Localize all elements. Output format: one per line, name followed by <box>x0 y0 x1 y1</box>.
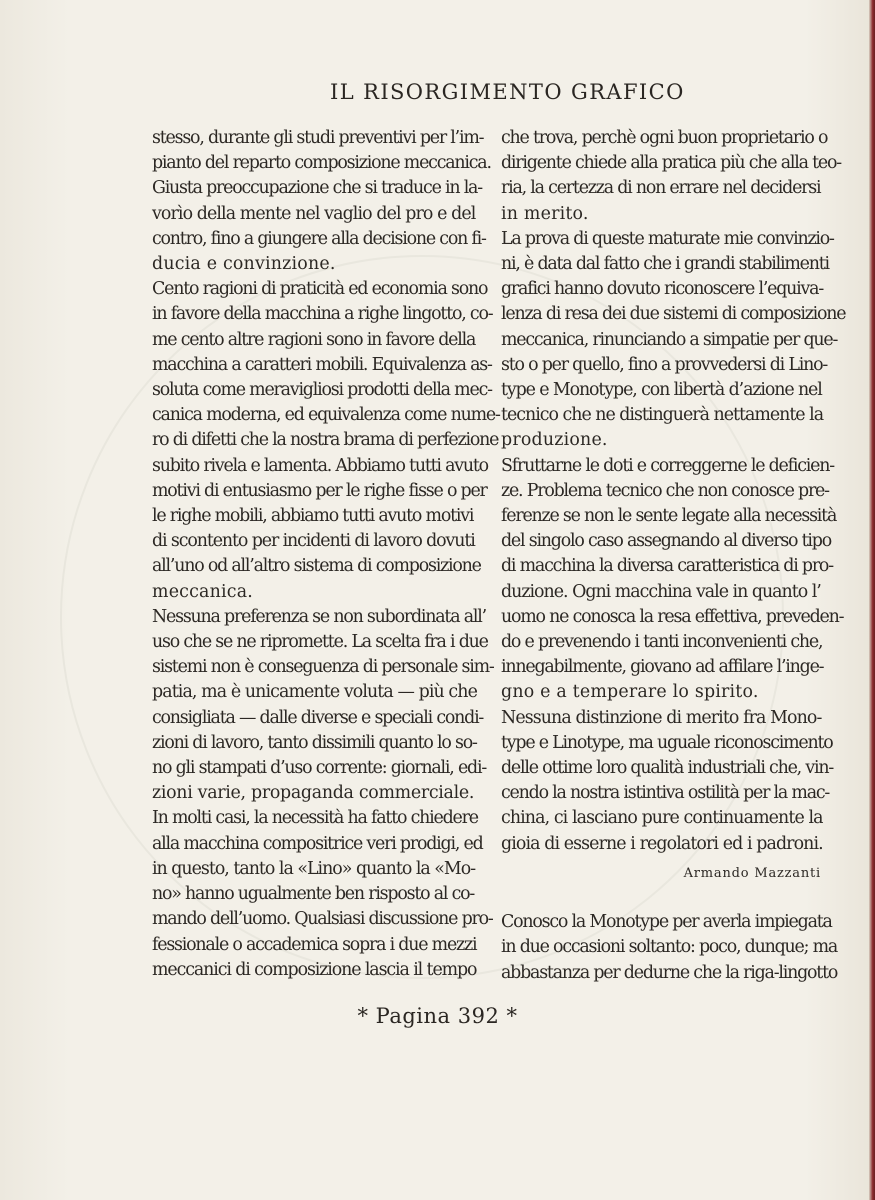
text-line: meccanici di composizione lascia il tempo <box>152 959 477 980</box>
text-line: meccanica, rinunciando a simpatie per que- <box>501 329 838 350</box>
section-spacer <box>501 886 823 910</box>
text-line: do e prevenendo i tanti inconvenienti che, <box>501 632 823 653</box>
text-line: di macchina la diversa caratteristica di pro- <box>501 556 833 577</box>
text-line: type e Monotype, con libertà d’azione nel <box>501 380 822 401</box>
text-line: gioia di esserne i regolatori ed i padroni. <box>501 833 823 854</box>
text-line: Conosco la Monotype per averla impiegata <box>501 912 832 933</box>
text-line: In molti casi, la necessità ha fatto chiedere <box>152 808 478 829</box>
text-line: sto o per quello, fino a provvedersi di Lino- <box>501 354 828 375</box>
text-line: mando dell’uomo. Qualsiasi discussione pro- <box>152 909 493 930</box>
text-line: stesso, durante gli studi preventivi per l’im- <box>152 128 484 148</box>
text-line: fessionale o accademica sopra i due mezzi <box>152 934 477 955</box>
text-line: patia, ma è unicamente voluta — più che <box>152 682 477 703</box>
text-line: Cento ragioni di praticità ed economia sono <box>152 279 488 300</box>
text-line: contro, fino a giungere alla decisione con fi- <box>152 228 486 249</box>
text-line: no gli stampati d’uso corrente: giornali, edi- <box>152 758 487 779</box>
text-line: alla macchina compositrice veri prodigi, ed <box>152 833 483 854</box>
text-line: subito rivela e lamenta. Abbiamo tutti avuto <box>152 455 488 476</box>
text-line: di scontento per incidenti di lavoro dovuti <box>152 531 475 552</box>
text-line: me cento altre ragioni sono in favore della <box>152 329 476 350</box>
text-line: zioni di lavoro, tanto dissimili quanto lo so- <box>152 732 477 753</box>
text-line: vorìo della mente nel vaglio del pro e del <box>152 203 476 224</box>
text-line: motivi di entusiasmo per le righe fisse o per <box>152 480 487 501</box>
page-number: * Pagina 392 * <box>357 1004 518 1028</box>
text-line: ni, è data dal fatto che i grandi stabilimenti <box>501 254 829 275</box>
text-line: macchina a caratteri mobili. Equivalenza as- <box>152 354 492 375</box>
text-line: in questo, tanto la «Lino» quanto la «Mo- <box>152 858 476 879</box>
text-line: grafici hanno dovuto riconoscere l’equiva- <box>501 279 824 300</box>
text-line: lenza di resa dei due sistemi di composizione <box>501 304 846 325</box>
text-line: ze. Problema tecnico che non conosce pre- <box>501 480 829 501</box>
text-line: Sfruttarne le doti e correggerne le deficien- <box>501 455 834 476</box>
text-line: china, ci lasciano pure continuamente la <box>501 808 823 829</box>
text-line: consigliata — dalle diverse e speciali condi- <box>152 707 484 728</box>
text-line: le righe mobili, abbiamo tutti avuto motivi <box>152 506 474 527</box>
right-column <box>501 126 846 986</box>
text-line: sistemi non è conseguenza di personale sim- <box>152 657 494 678</box>
text-line: all’uno od all’altro sistema di composizione <box>152 556 481 577</box>
text-line: Nessuna preferenza se non subordinata all’ <box>152 606 486 627</box>
text-line: dirigente chiede alla pratica più che alla teo- <box>501 153 841 174</box>
text-line: innegabilmente, giovano ad affilare l’inge- <box>501 657 824 678</box>
text-line: tecnico che ne distinguerà nettamente la <box>501 405 824 426</box>
text-line: type e Linotype, ma uguale riconoscimento <box>501 732 833 753</box>
text-line: ferenze se non le sente legate alla necessità <box>501 506 837 527</box>
text-line: soluta come meravigliosi prodotti della mec- <box>152 380 492 401</box>
text-line: che trova, perchè ogni buon proprietario o <box>501 128 828 148</box>
text-line: abbastanza per dedurne che la riga-lingotto <box>501 962 838 983</box>
text-line: Nessuna distinzione di merito fra Mono- <box>501 707 822 728</box>
text-line: delle ottime loro qualità industriali che, vin- <box>501 758 833 779</box>
text-line: produzione. <box>501 430 608 451</box>
text-line: zioni varie, propaganda commerciale. <box>152 783 475 804</box>
text-line: ria, la certezza di non errare nel decidersi <box>501 178 821 199</box>
text-line: ro di difetti che la nostra brama di perfezione <box>152 430 499 451</box>
text-line: in merito. <box>501 203 589 224</box>
text-line: Giusta preoccupazione che si traduce in la- <box>152 178 482 199</box>
text-line: cendo la nostra istintiva ostilità per la mac- <box>501 783 830 804</box>
text-line: in due occasioni soltanto: poco, dunque; ma <box>501 937 838 958</box>
text-line: duzione. Ogni macchina vale in quanto l’ <box>501 581 821 602</box>
text-line: in favore della macchina a righe lingotto, co- <box>152 304 493 325</box>
text-line: canica moderna, ed equivalenza come nume- <box>152 405 500 426</box>
text-line: La prova di queste maturate mie convinzio- <box>501 228 834 249</box>
running-header: IL RISORGIMENTO GRAFICO <box>330 80 685 104</box>
text-line: ducia e convinzione. <box>152 254 336 275</box>
text-line: gno e a temperare lo spirito. <box>501 682 759 703</box>
text-line: uomo ne conosca la resa effettiva, preveden- <box>501 606 844 627</box>
text-line: uso che se ne ripromette. La scelta fra i due <box>152 632 488 653</box>
text-line: no» hanno ugualmente ben risposto al co- <box>152 884 475 905</box>
author-signature: Armando Mazzanti <box>683 865 821 881</box>
text-line: pianto del reparto composizione meccanica. <box>152 153 491 174</box>
text-line: meccanica. <box>152 581 254 602</box>
text-line: del singolo caso assegnando al diverso tipo <box>501 531 831 552</box>
left-column <box>152 126 500 983</box>
